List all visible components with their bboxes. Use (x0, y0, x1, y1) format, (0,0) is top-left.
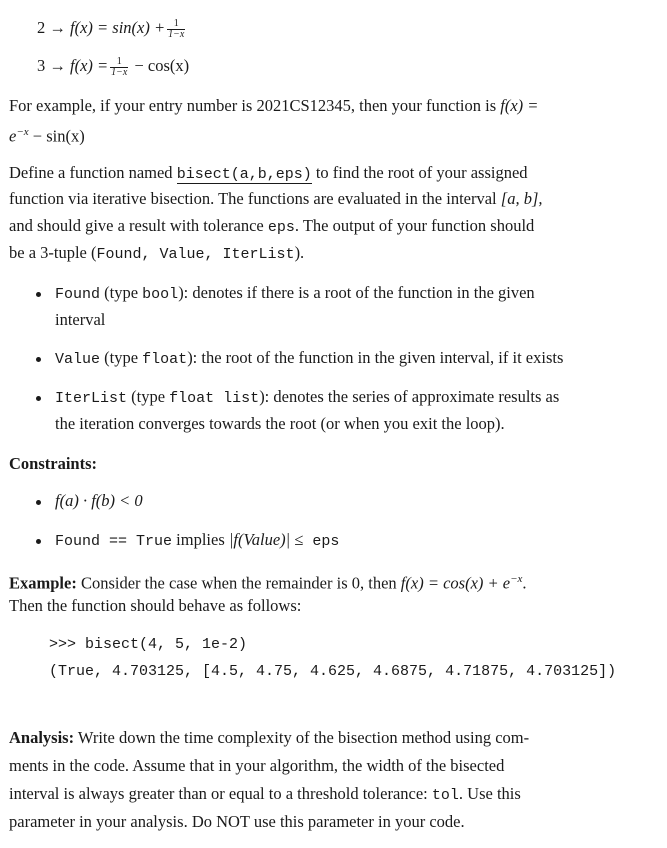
text: implies (172, 530, 229, 549)
text: interval is always greater than or equal to a threshold tolerance: (9, 784, 432, 803)
bullet-iterlist-cont (55, 414, 505, 434)
item-number: 3 (37, 56, 46, 75)
math-superscript: −x (16, 126, 29, 138)
bullet-icon (36, 539, 41, 544)
text: ): the root of the function in the given interval, if it exists (187, 348, 564, 367)
constraint-1: f(a) · f(b) < 0 (55, 491, 143, 510)
text: and should give a result with tolerance (9, 216, 268, 235)
example-math: f(x) = cos(x) + e (400, 573, 511, 593)
bullet-icon (36, 396, 41, 401)
function-rhs: − cos(x) (134, 56, 190, 75)
bullet-iterlist (55, 387, 559, 409)
bullet-icon (36, 292, 41, 297)
math-superscript: −x (510, 573, 523, 585)
analysis-line-1 (9, 728, 529, 748)
function-item-3 (37, 56, 189, 78)
example-label: Example: (9, 573, 77, 593)
constraint-2 (55, 530, 339, 552)
text: . The output of your function should (294, 216, 535, 235)
bullet-icon (36, 357, 41, 362)
abs-math: |f(Value)| ≤ (228, 530, 304, 549)
eps-code: eps (267, 219, 295, 236)
analysis-label: Analysis: (9, 728, 75, 747)
analysis-line-2: ments in the code. Assume that in your algorithm, the width of the bisected (9, 756, 505, 775)
eps-code: eps (303, 533, 340, 550)
math-base: e (9, 126, 17, 146)
function-lhs: f(x) = (70, 56, 109, 75)
tuple-code: Found, Value, IterList (96, 246, 295, 263)
arrow-icon: → (49, 56, 66, 75)
tol-code: tol (431, 787, 459, 804)
bullet-icon (36, 500, 41, 505)
bullet-value (55, 348, 563, 370)
text: Define a function named (9, 163, 177, 182)
function-lhs: f(x) = sin(x) + (70, 18, 166, 37)
interval-math: [a, b], (500, 189, 543, 208)
text: ): denotes if there is a root of the function in the given (178, 283, 535, 302)
type-code: float list (169, 390, 260, 407)
example-entry-line-2 (9, 122, 85, 147)
math-rest: − sin(x) (28, 126, 85, 146)
example-line-1 (9, 569, 527, 594)
fraction-numerator: 1 (110, 57, 128, 68)
fraction-denominator: 1−x (111, 66, 128, 78)
value-code: Value (55, 351, 101, 368)
text: function via iterative bisection. The functions are evaluated in the interval (9, 189, 501, 208)
type-code: float (142, 351, 188, 368)
example-entry-math: f(x) = (500, 96, 539, 115)
text: to find the root of your assigned (311, 163, 528, 182)
analysis-line-3 (9, 784, 521, 806)
item-number: 2 (37, 18, 46, 37)
example-entry-line-1 (9, 96, 538, 116)
text: (type (100, 283, 143, 302)
arrow-icon: → (49, 18, 66, 37)
define-line-1 (9, 163, 528, 185)
fraction (167, 19, 185, 40)
define-line-3 (9, 216, 534, 238)
example-line-2: Then the function should behave as follows: (9, 596, 302, 615)
text: the iteration converges towards the root (or when you exit the loop). (55, 414, 505, 433)
define-line-2 (9, 189, 543, 209)
text: (type (127, 387, 170, 406)
define-line-4 (9, 243, 304, 265)
example-entry-text: For example, if your entry number is 2021CS12345, then your function is (9, 96, 501, 115)
text: (type (100, 348, 143, 367)
text: . (522, 573, 527, 593)
text: Consider the case when the remainder is 0, then (76, 573, 401, 593)
type-code: bool (142, 286, 179, 303)
text: Write down the time complexity of the bisection method using com- (74, 728, 530, 747)
code-line-2: (True, 4.703125, [4.5, 4.75, 4.625, 4.6875, 4.71875, 4.703125]) (49, 663, 617, 680)
text: ): denotes the series of approximate results as (259, 387, 560, 406)
fraction-denominator: 1−x (168, 28, 185, 40)
text: interval (55, 310, 106, 329)
text: . Use this (458, 784, 521, 803)
function-name-code: bisect(a,b,eps) (176, 166, 312, 183)
code-line-1: >>> bisect(4, 5, 1e-2) (49, 636, 248, 653)
bullet-found (55, 283, 535, 305)
found-code: Found (55, 286, 101, 303)
bullet-found-cont (55, 310, 105, 330)
constraints-heading: Constraints: (9, 454, 98, 473)
fraction (110, 57, 128, 78)
found-true-code: Found == True (55, 533, 173, 550)
iterlist-code: IterList (55, 390, 128, 407)
text: ). (294, 243, 305, 262)
text: be a 3-tuple ( (9, 243, 97, 262)
analysis-line-4: parameter in your analysis. Do NOT use this parameter in your code. (9, 812, 465, 831)
function-item-2 (37, 18, 187, 40)
fraction-numerator: 1 (167, 19, 185, 30)
